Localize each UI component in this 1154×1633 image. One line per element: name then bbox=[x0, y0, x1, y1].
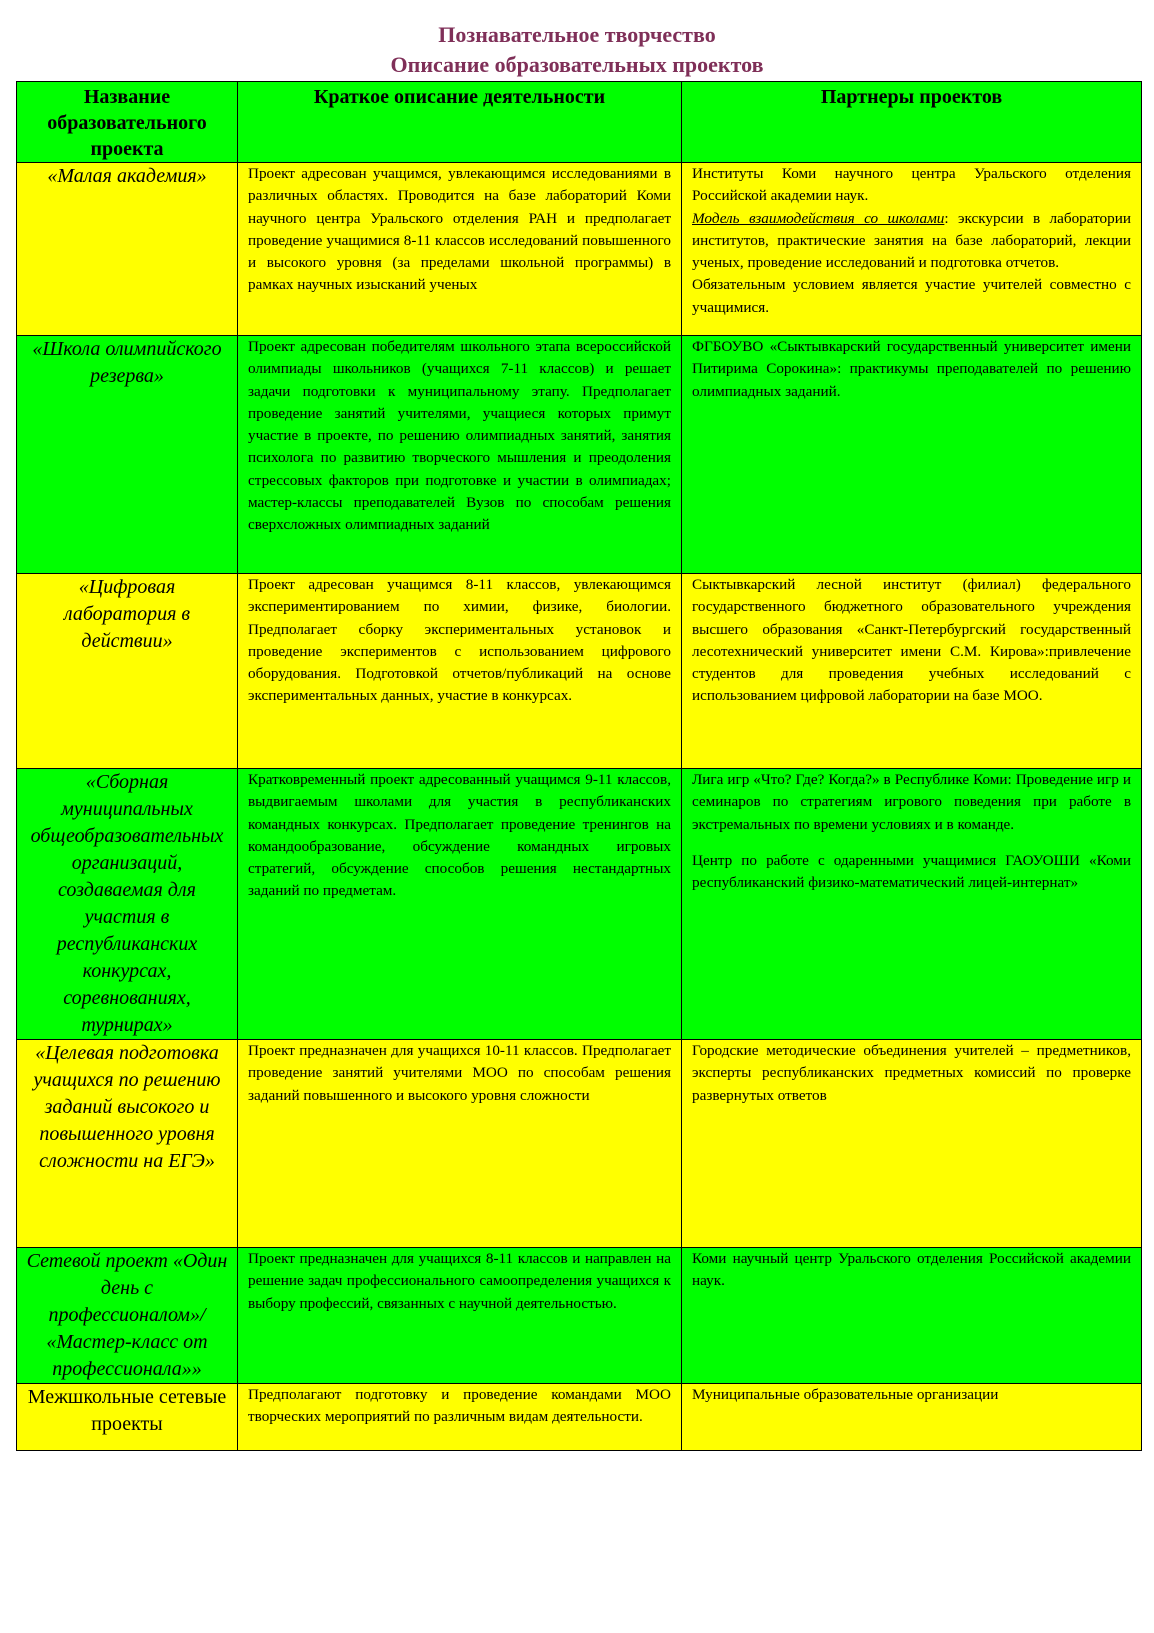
project-description: Предполагают подготовку и проведение командами МОО творческих мероприятий по различным видам деятельности. bbox=[238, 1384, 682, 1451]
table-row bbox=[17, 163, 1142, 336]
project-name: «Сборная муниципальных общеобразовательных организаций, создаваемая для участия в республиканских конкурсах, соревнованиях, турнирах» bbox=[17, 769, 238, 1040]
project-name: «Цифровая лаборатория в действии» bbox=[17, 574, 238, 769]
table-row bbox=[17, 769, 1142, 1040]
project-partners bbox=[682, 163, 1142, 336]
project-description: Проект адресован победителям школьного этапа всероссийской олимпиады школьников (учащихся 7-11 классов) и решает задачи подготовки к муниципальному этапу. Предполагает проведение занятий учителями, учащиеся которых примут участие в проекте, по решению олимпиадных занятий, занятия психолога по развитию творческого мышления и преодоления стрессовых факторов при подготовке и участии в олимпиадах; мастер-классы преподавателей Вузов по способам решения сверхсложных олимпиадных заданий bbox=[238, 336, 682, 574]
project-name: «Малая академия» bbox=[17, 163, 238, 336]
partners-text: : экскурсии в лаборатории институтов, практические занятия на базе лабораторий, лекции ученых, проведение исследований и подготовка отчетов. bbox=[692, 209, 1131, 272]
partners-text: Институты Коми научного центра Уральского отделения Российской академии наук. bbox=[692, 165, 1131, 205]
project-description: Проект адресован учащимся, увлекающимся исследованиями в различных областях. Проводится на базе лабораторий Коми научного центра Уральского отделения РАН и предполагает проведение учащимися 8-11 классов исследований повышенного и высокого уровня (за пределами школьной программы) в рамках научных изысканий ученых bbox=[238, 163, 682, 336]
table-row bbox=[17, 574, 1142, 769]
project-partners: Муниципальные образовательные организации bbox=[682, 1384, 1142, 1451]
project-description: Кратковременный проект адресованный учащимся 9-11 классов, выдвигаемым школами для участия в республиканских командных конкурсах. Предполагает проведение тренингов на командообразование, обсуждение командных игровых стратегий, обсуждение способов решения нестандартных заданий по предметам. bbox=[238, 769, 682, 1040]
project-partners: Коми научный центр Уральского отделения Российской академии наук. bbox=[682, 1248, 1142, 1384]
project-description: Проект предназначен для учащихся 8-11 классов и направлен на решение задач профессионального самоопределения учащихся к выбору профессий, связанных с научной деятельностью. bbox=[238, 1248, 682, 1384]
project-name: Межшкольные сетевые проекты bbox=[17, 1384, 238, 1451]
header-description: Краткое описание деятельности bbox=[238, 82, 682, 163]
page-title: Познавательное творчество bbox=[438, 22, 716, 47]
partners-text: Центр по работе с одаренными учащимися ГАОУОШИ «Коми республиканский физико-математический лицей-интернат» bbox=[692, 851, 1131, 892]
project-partners: Городские методические объединения учителей – предметников, эксперты республиканских предметных комиссий по проверке развернутых ответов bbox=[682, 1040, 1142, 1248]
header-partners: Партнеры проектов bbox=[682, 82, 1142, 163]
table-row bbox=[17, 1248, 1142, 1384]
page-subtitle: Описание образовательных проектов bbox=[390, 52, 764, 77]
table-header-row bbox=[17, 82, 1142, 163]
project-partners bbox=[682, 769, 1142, 1040]
partners-model-label: Модель взаимодействия со школами bbox=[692, 209, 945, 227]
table-row bbox=[17, 1384, 1142, 1451]
project-name: Сетевой проект «Один день с профессионалом»/ «Мастер-класс от профессионала»» bbox=[17, 1248, 238, 1384]
partners-text: Лига игр «Что? Где? Когда?» в Республике Коми: Проведение игр и семинаров по стратегиям игрового поведения при работе в экстремальных по времени условиях и в команде. bbox=[692, 771, 1131, 833]
table-row bbox=[17, 1040, 1142, 1248]
project-description: Проект предназначен для учащихся 10-11 классов. Предполагает проведение занятий учителями МОО по способам решения заданий повышенного и высокого уровня сложности bbox=[238, 1040, 682, 1248]
project-name: «Школа олимпийского резерва» bbox=[17, 336, 238, 574]
partners-text: Обязательным условием является участие учителей совместно с учащимися. bbox=[692, 276, 1131, 316]
project-description: Проект адресован учащимся 8-11 классов, увлекающимся экспериментированием по химии, физике, биологии. Предполагает сборку экспериментальных установок и проведение экспериментов с использованием цифрового оборудования. Подготовкой отчетов/публикаций на основе экспериментальных данных, участие в конкурсах. bbox=[238, 574, 682, 769]
table-row bbox=[17, 336, 1142, 574]
header-project-name: Название образовательного проекта bbox=[17, 82, 238, 163]
project-name: «Целевая подготовка учащихся по решению заданий высокого и повышенного уровня сложности на ЕГЭ» bbox=[17, 1040, 238, 1248]
project-partners: Сыктывкарский лесной институт (филиал) федерального государственного бюджетного образовательного учреждения высшего образования «Санкт-Петербургский государственный лесотехнический университет имени С.М. Кирова»:привлечение студентов для проведения учебных исследований с использованием цифровой лаборатории на базе МОО. bbox=[682, 574, 1142, 769]
projects-table bbox=[16, 81, 1142, 1451]
project-partners: ФГБОУВО «Сыктывкарский государственный университет имени Питирима Сорокина»: практикумы преподавателей по решению олимпиадных заданий. bbox=[682, 336, 1142, 574]
